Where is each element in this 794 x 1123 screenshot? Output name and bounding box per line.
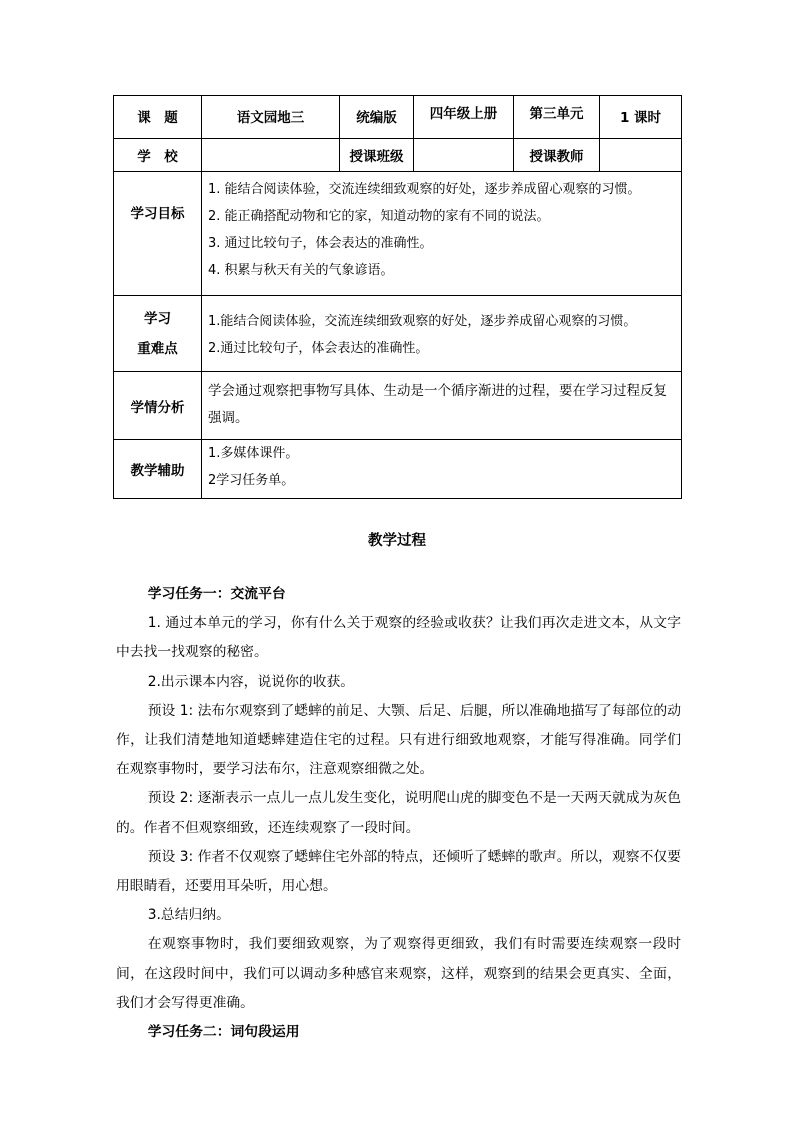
row-key-points	[114, 296, 682, 372]
task-heading: 学习任务一：交流平台	[147, 586, 286, 602]
key-points-label-line1: 学习	[144, 310, 171, 327]
aids-list	[202, 440, 682, 499]
teacher-label: 授课教师	[514, 139, 600, 172]
paragraph: 在观察事物时，我们要细致观察，为了观察得更细致，我们有时需要连续观察一段时间，在这段时间中，我们可以调动多种感官来观察，这样，观察到的结果会更真实、全面，我们才会写得更准确。	[116, 936, 681, 1011]
aid-item: 1.多媒体课件。	[208, 446, 299, 461]
key-points-label-line2: 重难点	[137, 340, 178, 357]
paragraph: 预设 1: 法布尔观察到了蟋蟀的前足、大颚、后足、后腿，所以准确地描写了每部位的动作，让我们清楚地知道蟋蟀建造住宅的过程。只有进行细致地观察，才能写得准确。同学们在观察事物时，要学习法布尔，注意观察细微之处。	[116, 702, 681, 778]
lesson-info-table	[113, 95, 682, 499]
row-aids	[114, 440, 682, 499]
lesson-label: 课 题	[114, 96, 202, 139]
row-objectives	[114, 172, 682, 296]
key-points-list	[202, 296, 682, 372]
paragraph: 1. 通过本单元的学习，你有什么关于观察的经验或收获？让我们再次走进文本，从文字中去找一找观察的秘密。	[116, 615, 681, 661]
process-title: 教学过程	[368, 533, 426, 549]
school-label: 学 校	[114, 139, 202, 172]
teacher-value	[600, 139, 682, 172]
hours: 1 课时	[600, 96, 682, 139]
objective-item: 2. 能正确搭配动物和它的家，知道动物的家有不同的说法。	[208, 209, 550, 224]
objectives-label: 学习目标	[114, 172, 202, 296]
unit: 第三单元	[514, 96, 600, 139]
paragraph: 2.出示课本内容，说说你的收获。	[147, 673, 355, 690]
school-value	[202, 139, 340, 172]
row-lesson	[114, 96, 682, 139]
class-value	[414, 139, 514, 172]
key-point-item: 1.能结合阅读体验，交流连续细致观察的好处，逐步养成留心观察的习惯。	[208, 314, 637, 329]
row-analysis	[114, 372, 682, 440]
analysis-label: 学情分析	[114, 372, 202, 440]
objective-item: 4. 积累与秋天有关的气象谚语。	[208, 263, 394, 278]
paragraph: 3.总结归纳。	[147, 907, 230, 924]
aid-item: 2学习任务单。	[208, 473, 295, 488]
lesson-name: 语文园地三	[202, 96, 340, 139]
process-body	[116, 580, 681, 1047]
objective-item: 1. 能结合阅读体验，交流连续细致观察的好处，逐步养成留心观察的习惯。	[208, 182, 641, 197]
aids-label: 教学辅助	[114, 440, 202, 499]
paragraph: 预设 3: 作者不仅观察了蟋蟀住宅外部的特点，还倾听了蟋蟀的歌声。所以，观察不仅要用眼睛看，还要用耳朵听，用心想。	[116, 848, 681, 895]
task-heading: 学习任务二：词句段运用	[147, 1024, 300, 1041]
analysis-text: 学会通过观察把事物写具体、生动是一个循序渐进的过程，要在学习过程反复强调。	[208, 383, 667, 426]
analysis-text-cell	[202, 372, 682, 440]
objectives-list	[202, 172, 682, 296]
key-point-item: 2.通过比较句子，体会表达的准确性。	[208, 341, 429, 356]
class-label: 授课班级	[340, 139, 414, 172]
edition: 统编版	[340, 96, 414, 139]
paragraph: 预设 2: 逐渐表示一点儿一点儿发生变化，说明爬山虎的脚变色不是一天两天就成为灰色的。作者不但观察细致，还连续观察了一段时间。	[116, 790, 681, 836]
key-points-label	[114, 296, 202, 372]
objective-item: 3. 通过比较句子，体会表达的准确性。	[208, 236, 433, 251]
row-school	[114, 139, 682, 172]
grade: 四年级上册	[414, 96, 514, 139]
